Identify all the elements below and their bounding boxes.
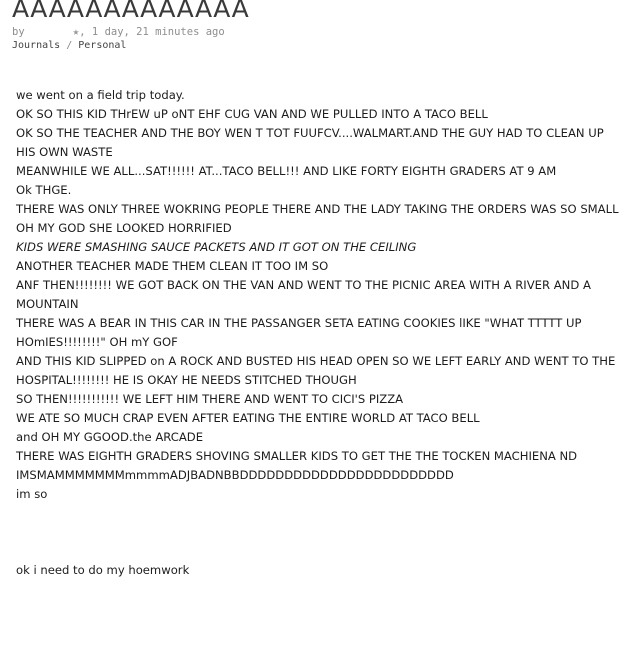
body-line: THERE WAS EIGHTH GRADERS SHOVING SMALLER KIDS TO GET THE THE TOCKEN MACHIENA ND IMSMAMMMMMMMmmmmADJBADNBBDDDDDDDDDDDDDDDDDDDDDDDD [16, 449, 578, 482]
post-title: AAAAAAAAAAAAA [12, 0, 250, 23]
paragraph-gap [16, 504, 626, 561]
body-line: Ok THGE. [16, 183, 72, 197]
body-line: ok i need to do my hoemwork [16, 563, 190, 577]
post-meta [12, 25, 622, 39]
body-line: im so [16, 487, 48, 501]
post-body [16, 86, 626, 580]
body-line: ANF THEN!!!!!!!! WE GOT BACK ON THE VAN AND WENT TO THE PICNIC AREA WITH A RIVER AND A MOUNTAIN [16, 278, 591, 311]
breadcrumb-journals-link[interactable]: Journals [12, 40, 61, 51]
body-line: we went on a field trip today. [16, 88, 185, 102]
body-line: MEANWHILE WE ALL...SAT!!!!!! AT...TACO BELL!!! AND LIKE FORTY EIGHTH GRADERS AT 9 AM [16, 164, 557, 178]
body-line: and OH MY GGOOD.the ARCADE [16, 430, 204, 444]
body-line: ANOTHER TEACHER MADE THEM CLEAN IT TOO IM SO [16, 259, 329, 273]
post-header [12, 0, 622, 53]
body-line: AND THIS KID SLIPPED on A ROCK AND BUSTED HIS HEAD OPEN SO WE LEFT EARLY AND WENT TO THE HOSPITAL!!!!!!!! HE IS OKAY HE NEEDS STITCHED THOUGH [16, 354, 616, 387]
body-line: SO THEN!!!!!!!!!!! WE LEFT HIM THERE AND WENT TO CICI'S PIZZA [16, 392, 404, 406]
body-line: THERE WAS A BEAR IN THIS CAR IN THE PASSANGER SETA EATING COOKIES lIKE "WHAT TTTTT UP HOmIES!!!!!!!!" OH mY GOF [16, 316, 582, 349]
star-icon[interactable]: ★ [72, 25, 80, 38]
body-line-italic: KIDS WERE SMASHING SAUCE PACKETS AND IT GOT ON THE CEILING [16, 240, 417, 254]
body-line: THERE WAS ONLY THREE WOKRING PEOPLE THERE AND THE LADY TAKING THE ORDERS WAS SO SMALL OH MY GOD SHE LOOKED HORRIFIED [16, 202, 619, 235]
breadcrumb [12, 39, 622, 53]
body-line: OK SO THIS KID THrEW uP oNT EHF CUG VAN AND WE PULLED INTO A TACO BELL [16, 107, 488, 121]
breadcrumb-separator: / [66, 40, 73, 51]
post-timestamp: , 1 day, 21 minutes ago [79, 26, 225, 38]
author-by-label: by [12, 26, 25, 38]
breadcrumb-personal-link[interactable]: Personal [78, 40, 127, 51]
body-line: WE ATE SO MUCH CRAP EVEN AFTER EATING THE ENTIRE WORLD AT TACO BELL [16, 411, 480, 425]
body-line: OK SO THE TEACHER AND THE BOY WEN T TOT FUUFCV....WALMART.AND THE GUY HAD TO CLEAN UP HIS OWN WASTE [16, 126, 604, 159]
